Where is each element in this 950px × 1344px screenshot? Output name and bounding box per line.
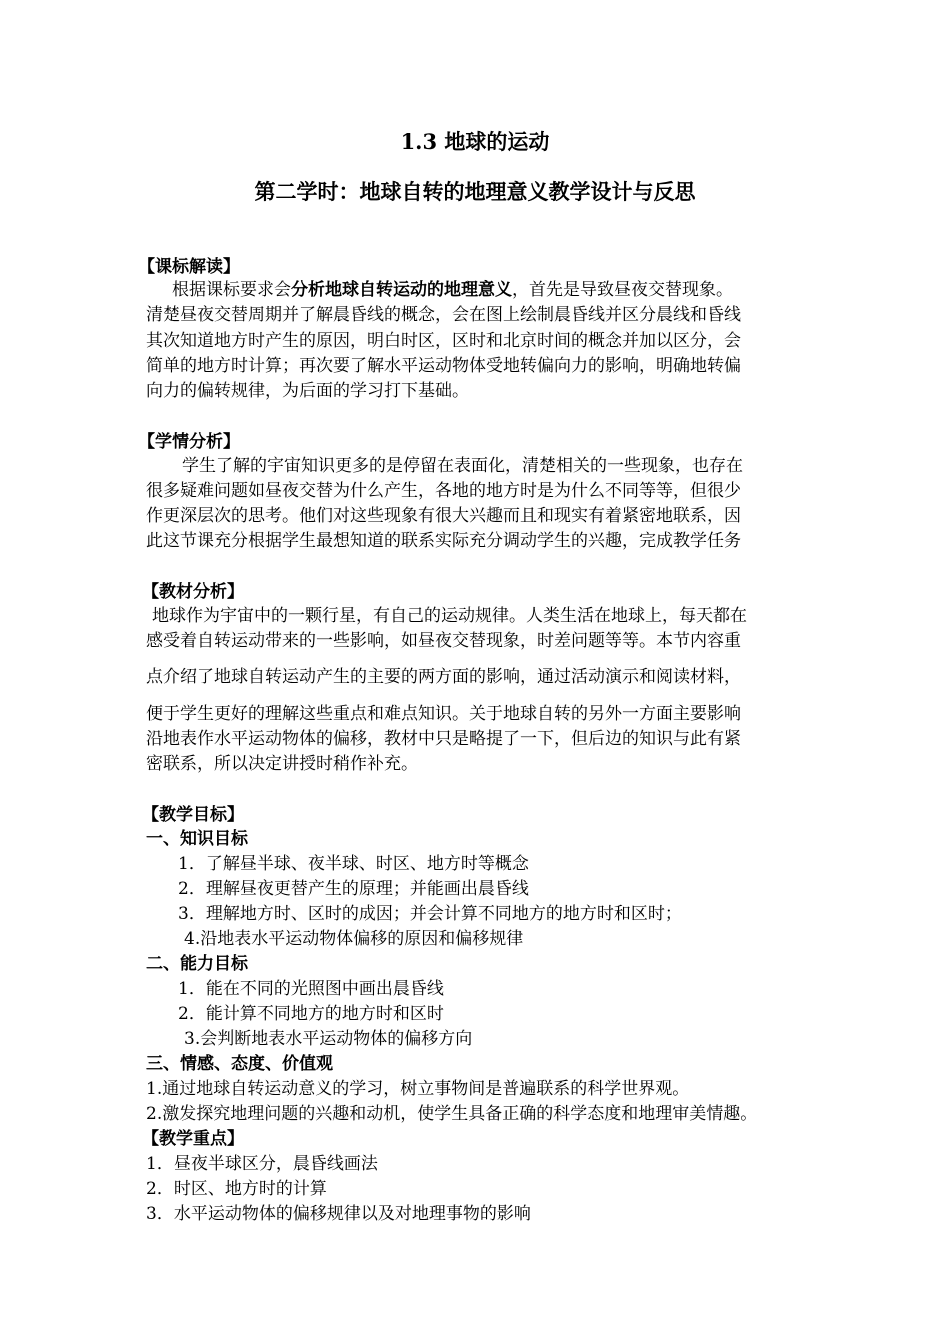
emotion-item: 1.通过地球自转运动意义的学习，树立事物间是普遍联系的科学世界观。 bbox=[146, 1079, 690, 1099]
focus-heading: 【教学重点】 bbox=[142, 1129, 244, 1149]
students-heading: 【学情分析】 bbox=[138, 432, 240, 452]
knowledge-item: 3．理解地方时、区时的成因；并会计算不同地方的地方时和区时； bbox=[178, 904, 682, 924]
document-title: 1.3 地球的运动 bbox=[400, 129, 550, 154]
students-line: 很多疑难问题如昼夜交替为什么产生，各地的地方时是为什么不同等等，但很少 bbox=[146, 481, 741, 501]
students-line: 作更深层次的思考。他们对这些现象有很大兴趣而且和现实有着紧密地联系，因 bbox=[146, 506, 741, 526]
textbook-line: 密联系，所以决定讲授时稍作补充。 bbox=[146, 754, 418, 774]
focus-item: 2．时区、地方时的计算 bbox=[146, 1179, 327, 1199]
ability-item: 2．能计算不同地方的地方时和区时 bbox=[178, 1004, 444, 1024]
emotion-heading: 三、情感、态度、价值观 bbox=[146, 1054, 333, 1074]
textbook-line: 感受着自转运动带来的一些影响，如昼夜交替现象，时差问题等等。本节内容重 bbox=[146, 631, 741, 651]
knowledge-heading: 一、知识目标 bbox=[146, 829, 248, 849]
curriculum-line: 简单的地方时计算；再次要了解水平运动物体受地转偏向力的影响，明确地转偏 bbox=[146, 356, 741, 376]
ability-item: 1．能在不同的光照图中画出晨昏线 bbox=[178, 979, 444, 999]
document-subtitle: 第二学时：地球自转的地理意义教学设计与反思 bbox=[254, 179, 696, 204]
goals-heading: 【教学目标】 bbox=[142, 805, 244, 825]
students-line: 此这节课充分根据学生最想知道的联系实际充分调动学生的兴趣，完成教学任务 bbox=[146, 531, 741, 551]
textbook-line: 地球作为宇宙中的一颗行星，有自己的运动规律。人类生活在地球上，每天都在 bbox=[152, 606, 747, 626]
curriculum-line: 其次知道地方时产生的原因，明白时区，区时和北京时间的概念并加以区分，会 bbox=[146, 331, 741, 351]
knowledge-item: 2．理解昼夜更替产生的原理；并能画出晨昏线 bbox=[178, 879, 529, 899]
curriculum-line: 向力的偏转规律，为后面的学习打下基础。 bbox=[146, 381, 469, 401]
curriculum-text-bold: 分析地球自转运动的地理意义 bbox=[291, 280, 512, 300]
textbook-line: 点介绍了地球自转运动产生的主要的两方面的影响，通过活动演示和阅读材料， bbox=[146, 667, 741, 687]
curriculum-text-post: ，首先是导致昼夜交替现象。 bbox=[512, 280, 733, 300]
curriculum-heading: 【课标解读】 bbox=[138, 257, 240, 277]
focus-item: 3．水平运动物体的偏移规律以及对地理事物的影响 bbox=[146, 1204, 531, 1224]
knowledge-item: 1．了解昼半球、夜半球、时区、地方时等概念 bbox=[178, 854, 529, 874]
textbook-line: 沿地表作水平运动物体的偏移，教材中只是略提了一下，但后边的知识与此有紧 bbox=[146, 729, 741, 749]
students-line: 学生了解的宇宙知识更多的是停留在表面化，清楚相关的一些现象，也存在 bbox=[182, 456, 743, 476]
textbook-heading: 【教材分析】 bbox=[142, 582, 244, 602]
knowledge-item: 4.沿地表水平运动物体偏移的原因和偏移规律 bbox=[184, 929, 524, 949]
textbook-line: 便于学生更好的理解这些重点和难点知识。关于地球自转的另外一方面主要影响 bbox=[146, 704, 741, 724]
curriculum-line: 清楚昼夜交替周期并了解晨昏线的概念，会在图上绘制晨昏线并区分晨线和昏线 bbox=[146, 305, 741, 325]
ability-item: 3.会判断地表水平运动物体的偏移方向 bbox=[184, 1029, 473, 1049]
curriculum-first-line bbox=[172, 275, 733, 300]
ability-heading: 二、能力目标 bbox=[146, 954, 248, 974]
focus-item: 1．昼夜半球区分，晨昏线画法 bbox=[146, 1154, 378, 1174]
emotion-item: 2.激发探究地理问题的兴趣和动机，使学生具备正确的科学态度和地理审美情趣。 bbox=[146, 1104, 758, 1124]
curriculum-text-pre: 根据课标要求会 bbox=[172, 280, 291, 300]
